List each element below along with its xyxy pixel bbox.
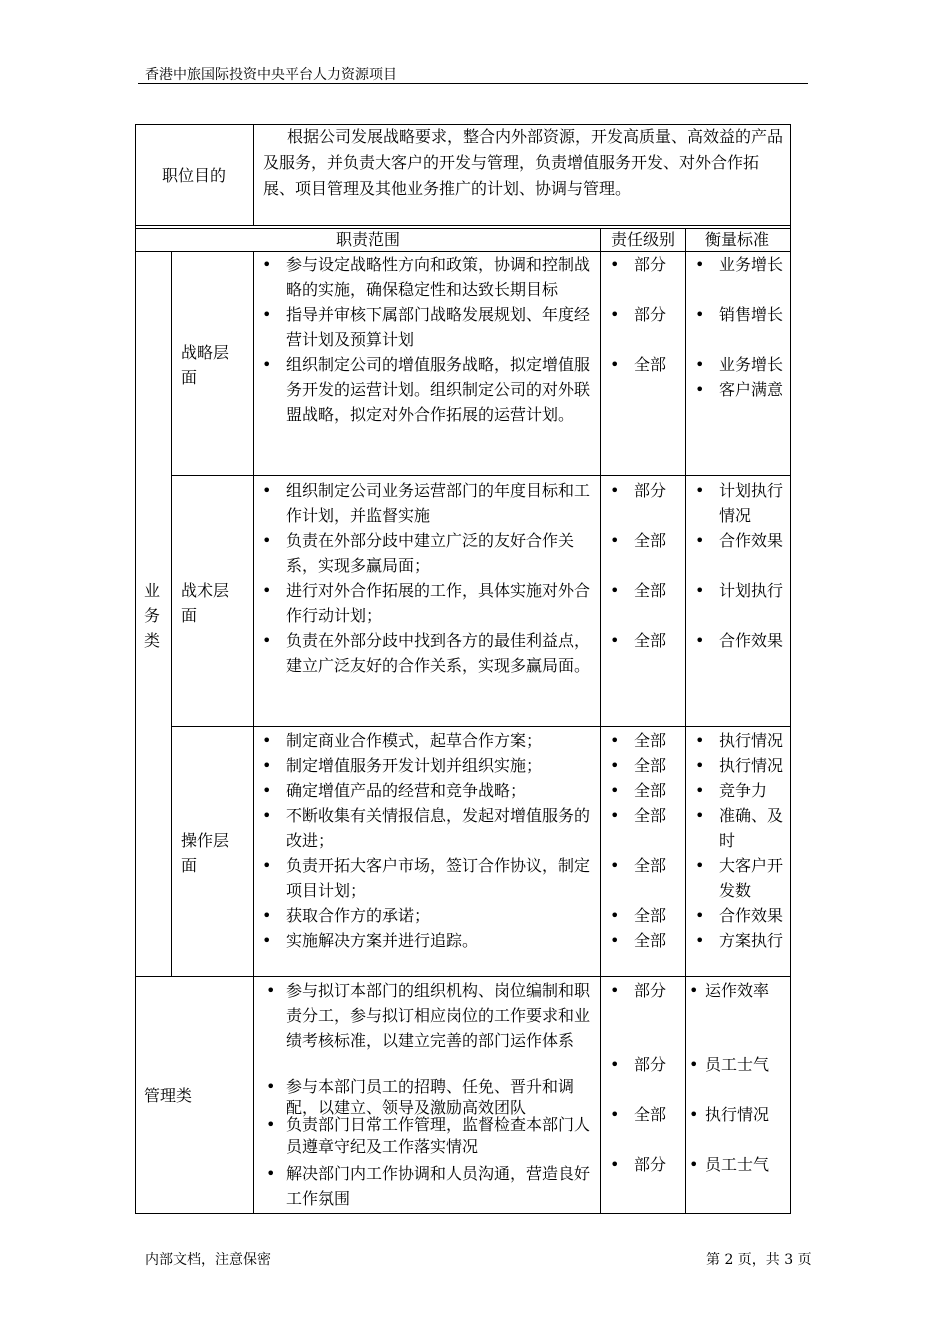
list-item: • 负责在外部分歧中找到各方的最佳利益点，建立广泛友好的合作关系，实现多赢局面。 xyxy=(262,631,591,675)
list-item: • 负责在外部分歧中建立广泛的友好合作关系，实现多赢局面； xyxy=(262,531,575,575)
tactical-label: 战术层面 xyxy=(181,581,230,625)
measure-item: • 计划执行情况 xyxy=(695,481,784,525)
level-item: • 全部 xyxy=(610,355,667,374)
measure-item: • 合作效果 xyxy=(695,631,784,650)
level-item: • 全部 xyxy=(610,581,667,600)
measure-item: • 员工士气 xyxy=(689,1155,770,1174)
header-rule xyxy=(138,83,808,84)
list-item: • 制定商业合作模式，起草合作方案； xyxy=(262,731,543,750)
purpose-text: 根据公司发展战略要求，整合内外部资源，开发高质量、高效益的产品及服务，并负责大客户的开发与管理，负责增值服务开发、对外合作拓展、项目管理及其他业务推广的计划、协调与管理。 xyxy=(263,127,784,198)
level-item: • 全部 xyxy=(610,781,667,800)
measure-item: • 竞争力 xyxy=(695,781,768,800)
table-border-bottom xyxy=(135,1213,791,1214)
business-category-label: 业务类 xyxy=(144,581,161,650)
footer-page-number: 第 2 页，共 3 页 xyxy=(706,1252,812,1268)
table-rule xyxy=(600,228,601,1214)
measure-item: • 执行情况 xyxy=(689,1105,770,1124)
measure-item: • 准确、及时 xyxy=(695,806,784,850)
document-header: 香港中旅国际投资中央平台人力资源项目 xyxy=(145,67,397,83)
measure-item: • 客户满意 xyxy=(695,380,784,399)
list-item: • 参与设定战略性方向和政策，协调和控制战略的实施，确保稳定性和达致长期目标 xyxy=(262,255,591,299)
table-border-left xyxy=(135,124,136,1214)
level-item: • 全部 xyxy=(610,531,667,550)
measure-item: • 大客户开发数 xyxy=(695,856,784,900)
list-item: • 实施解决方案并进行追踪。 xyxy=(262,931,479,950)
strategic-label: 战略层面 xyxy=(181,343,230,387)
level-item: • 全部 xyxy=(610,1105,667,1124)
level-item: • 全部 xyxy=(610,631,667,650)
level-item: • 全部 xyxy=(610,931,667,950)
list-item: • 获取合作方的承诺； xyxy=(262,906,431,925)
purpose-label: 职位目的 xyxy=(162,166,227,185)
level-item: • 全部 xyxy=(610,756,667,775)
level-item: • 部分 xyxy=(610,981,667,1000)
level-item: • 全部 xyxy=(610,806,667,825)
list-item: • 组织制定公司的增值服务战略，拟定增值服务开发的运营计划。组织制定公司的对外联盟战略，拟定对外合作拓展的运营计划。 xyxy=(262,355,591,424)
col-header-measure: 衡量标准 xyxy=(705,230,770,249)
footer-confidential: 内部文档，注意保密 xyxy=(145,1252,271,1268)
list-item: • 制定增值服务开发计划并组织实施； xyxy=(262,756,543,775)
list-item: • 进行对外合作拓展的工作，具体实施对外合作行动计划； xyxy=(262,581,591,625)
list-item: • 负责开拓大客户市场，签订合作协议，制定项目计划； xyxy=(262,856,591,900)
table-rule xyxy=(253,124,254,226)
list-item: • 指导并审核下属部门战略发展规划、年度经营计划及预算计划 xyxy=(262,305,591,349)
measure-item: • 合作效果 xyxy=(695,906,784,925)
col-header-scope: 职责范围 xyxy=(336,230,401,249)
level-item: • 全部 xyxy=(610,731,667,750)
table-rule xyxy=(253,251,254,1214)
list-item: • 参与本部门员工的招聘、任免、晋升和调配，以建立、领导及激励高效团队 xyxy=(266,1077,575,1117)
table-rule xyxy=(135,225,791,226)
operational-label: 操作层面 xyxy=(181,831,230,875)
measure-item: • 销售增长 xyxy=(695,305,784,324)
measure-item: • 执行情况 xyxy=(695,756,784,775)
list-item: • 参与拟订本部门的组织机构、岗位编制和职责分工，参与拟订相应岗位的工作要求和业绩考核标准，以建立完善的部门运作体系 xyxy=(266,981,591,1050)
table-border-right xyxy=(790,124,791,1214)
col-header-level: 责任级别 xyxy=(611,230,676,249)
table-rule xyxy=(685,228,686,1214)
measure-item: • 业务增长 xyxy=(695,255,784,274)
level-item: • 全部 xyxy=(610,856,667,875)
level-item: • 部分 xyxy=(610,481,667,500)
level-item: • 部分 xyxy=(610,255,667,274)
measure-item: • 方案执行 xyxy=(695,931,784,950)
list-item: • 确定增值产品的经营和竞争战略； xyxy=(262,781,527,800)
table-rule xyxy=(171,251,172,977)
level-item: • 部分 xyxy=(610,1155,667,1174)
table-rule xyxy=(135,976,791,977)
level-item: • 部分 xyxy=(610,305,667,324)
measure-item: • 员工士气 xyxy=(689,1055,770,1074)
level-item: • 部分 xyxy=(610,1055,667,1074)
measure-item: • 合作效果 xyxy=(695,531,784,550)
list-item: • 负责部门日常工作管理，监督检查本部门人员遵章守纪及工作落实情况 xyxy=(266,1115,591,1156)
list-item: • 不断收集有关情报信息，发起对增值服务的改进； xyxy=(262,806,591,850)
measure-item: • 执行情况 xyxy=(695,731,784,750)
measure-item: • 计划执行 xyxy=(695,581,784,600)
table-rule xyxy=(171,726,791,727)
measure-item: • 运作效率 xyxy=(689,981,770,1000)
table-rule xyxy=(171,475,791,476)
management-label: 管理类 xyxy=(144,1086,193,1105)
list-item: • 解决部门内工作协调和人员沟通，营造良好工作氛围 xyxy=(266,1164,591,1208)
measure-item: • 业务增长 xyxy=(695,355,784,374)
list-item: • 组织制定公司业务运营部门的年度目标和工作计划，并监督实施 xyxy=(262,481,591,525)
table-rule xyxy=(135,228,791,229)
level-item: • 全部 xyxy=(610,906,667,925)
